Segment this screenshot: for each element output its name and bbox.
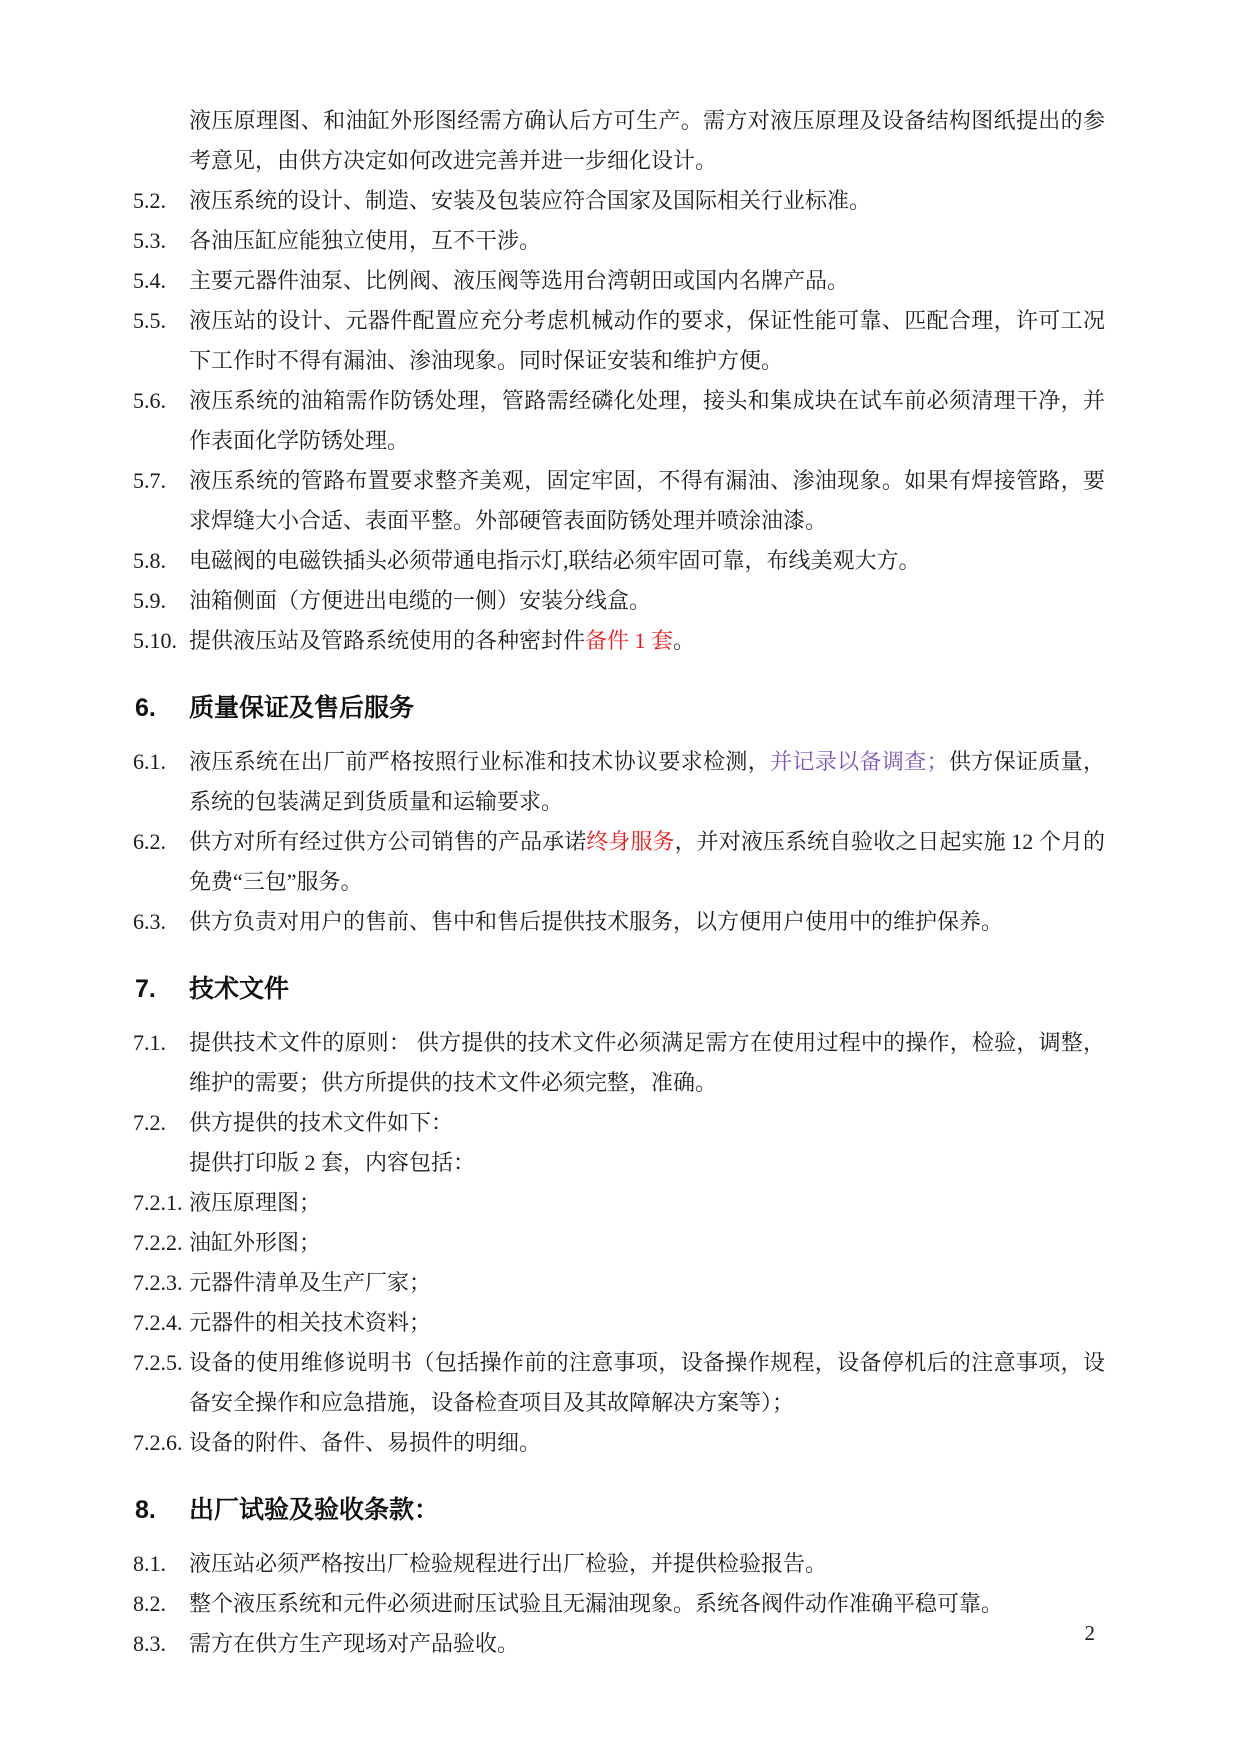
list-item-7-2-3: [133, 1263, 1105, 1303]
list-item-5-8: [133, 541, 1105, 581]
list-item-8-3: [133, 1624, 1105, 1664]
item-text: 供方负责对用户的售前、售中和售后提供技术服务，以方便用户使用中的维护保养。: [189, 909, 1004, 934]
intro-paragraph: 液压原理图、和油缸外形图经需方确认后方可生产。需方对液压原理及设备结构图纸提出的参考意见，由供方决定如何改进完善并进一步细化设计。: [189, 108, 1105, 173]
note-paragraph: 提供打印版 2 套，内容包括：: [189, 1150, 476, 1175]
heading-title: 技术文件: [189, 975, 290, 1003]
list-item-7-2-4: [133, 1303, 1105, 1343]
item-number: 7.2.1.: [133, 1190, 183, 1215]
item-number: 5.9.: [133, 588, 166, 613]
item-number: 7.2.3.: [133, 1270, 183, 1295]
list-item-7-2: [133, 1103, 1105, 1143]
item-text: 液压站的设计、元器件配置应充分考虑机械动作的要求，保证性能可靠、匹配合理，许可工况下工作时不得有漏油、渗油现象。同时保证安装和维护方便。: [189, 308, 1105, 373]
list-item-5-3: [133, 221, 1105, 261]
item-text: 液压系统的油箱需作防锈处理，管路需经磷化处理，接头和集成块在试车前必须清理干净，并作表面化学防锈处理。: [189, 388, 1105, 453]
heading-number: 6.: [135, 694, 156, 722]
item-text: 提供技术文件的原则： 供方提供的技术文件必须满足需方在使用过程中的操作，检验，调整，维护的需要；供方所提供的技术文件必须完整，准确。: [189, 1030, 1105, 1095]
item-text: 各油压缸应能独立使用，互不干涉。: [189, 228, 542, 253]
list-item-6-2: [133, 822, 1105, 902]
heading-title: 出厂试验及验收条款：: [189, 1496, 440, 1524]
item-text: ，并对液压系统自验收之日起实施 12 个月的免费“三包”服务。: [189, 829, 1105, 894]
list-item-7-2-6: [133, 1423, 1105, 1463]
item-text: 元器件清单及生产厂家；: [189, 1270, 432, 1295]
item-text: 液压系统的设计、制造、安装及包装应符合国家及国际相关行业标准。: [189, 188, 872, 213]
item-text: 液压系统在出厂前严格按照行业标准和技术协议要求检测，: [189, 749, 771, 774]
item-text: 。: [673, 628, 696, 653]
item-text: 整个液压系统和元件必须进耐压试验且无漏油现象。系统各阀件动作准确平稳可靠。: [189, 1591, 1004, 1616]
list-item-8-2: [133, 1584, 1105, 1624]
list-item-6-3: [133, 902, 1105, 942]
list-item-5-2: [133, 181, 1105, 221]
item-text: 电磁阀的电磁铁插头必须带通电指示灯,联结必须牢固可靠，布线美观大方。: [189, 548, 921, 573]
heading-number: 8.: [135, 1496, 156, 1524]
item-text: 元器件的相关技术资料；: [189, 1310, 432, 1335]
list-item-5-5: [133, 301, 1105, 381]
item-number: 8.3.: [133, 1631, 166, 1656]
item-number: 5.5.: [133, 308, 166, 333]
section-heading-6: [133, 687, 1105, 729]
item-number: 8.2.: [133, 1591, 166, 1616]
heading-title: 质量保证及售后服务: [189, 694, 415, 722]
item-number: 8.1.: [133, 1551, 166, 1576]
item-number: 7.1.: [133, 1030, 166, 1055]
item-number: 5.4.: [133, 268, 166, 293]
section-heading-7: [133, 968, 1105, 1010]
highlighted-text-red: 备件 1 套: [585, 628, 674, 653]
heading-number: 7.: [135, 975, 156, 1003]
list-item-5-6: [133, 381, 1105, 461]
section-heading-8: [133, 1489, 1105, 1531]
list-item-5-4: [133, 261, 1105, 301]
item-number: 7.2.5.: [133, 1350, 183, 1375]
item-text: 供方提供的技术文件如下：: [189, 1110, 454, 1135]
page-number: 2: [1084, 1621, 1095, 1645]
item-number: 7.2.2.: [133, 1230, 183, 1255]
item-text: 供方对所有经过供方公司销售的产品承诺: [189, 829, 587, 854]
item-number: 7.2.6.: [133, 1430, 183, 1455]
highlighted-text-red: 终身服务: [586, 829, 675, 854]
item-number: 5.10.: [133, 628, 177, 653]
item-text: 供方保证质量，系统的包装满足到货质量和运输要求。: [189, 749, 1105, 814]
list-item-7-2-2: [133, 1223, 1105, 1263]
item-number: 5.7.: [133, 468, 166, 493]
list-item-6-1: [133, 742, 1105, 822]
item-number: 7.2.4.: [133, 1310, 183, 1335]
item-text: 油缸外形图；: [189, 1230, 322, 1255]
item-text: 需方在供方生产现场对产品验收。: [189, 1631, 520, 1656]
list-item-7-2-5: [133, 1343, 1105, 1423]
item-text: 液压系统的管路布置要求整齐美观，固定牢固，不得有漏油、渗油现象。如果有焊接管路，要求焊缝大小合适、表面平整。外部硬管表面防锈处理并喷涂油漆。: [189, 468, 1105, 533]
list-item-7-1: [133, 1023, 1105, 1103]
item-text: 设备的使用维修说明书（包括操作前的注意事项，设备操作规程，设备停机后的注意事项，设备安全操作和应急措施，设备检查项目及其故障解决方案等）；: [189, 1350, 1105, 1415]
item-number: 7.2.: [133, 1110, 166, 1135]
item-text: 液压原理图；: [189, 1190, 322, 1215]
item-text: 设备的附件、备件、易损件的明细。: [189, 1430, 542, 1455]
item-number: 6.2.: [133, 829, 166, 854]
highlighted-text-purple: 并记录以备调查；: [770, 749, 949, 774]
item-number: 5.2.: [133, 188, 166, 213]
list-item-5-9: [133, 581, 1105, 621]
list-item-5-10: [133, 621, 1105, 661]
item-text: 液压站必须严格按出厂检验规程进行出厂检验，并提供检验报告。: [189, 1551, 828, 1576]
item-number: 5.6.: [133, 388, 166, 413]
item-number: 6.1.: [133, 749, 166, 774]
item-text: 提供液压站及管路系统使用的各种密封件: [189, 628, 586, 653]
item-text: 油箱侧面（方便进出电缆的一侧）安装分线盒。: [189, 588, 652, 613]
list-item-7-2-1: [133, 1183, 1105, 1223]
item-number: 5.8.: [133, 548, 166, 573]
item-number: 6.3.: [133, 909, 166, 934]
list-item-5-7: [133, 461, 1105, 541]
document-content: [133, 101, 1105, 1664]
item-text: 主要元器件油泵、比例阀、液压阀等选用台湾朝田或国内名牌产品。: [189, 268, 850, 293]
item-number: 5.3.: [133, 228, 166, 253]
list-item-8-1: [133, 1544, 1105, 1584]
